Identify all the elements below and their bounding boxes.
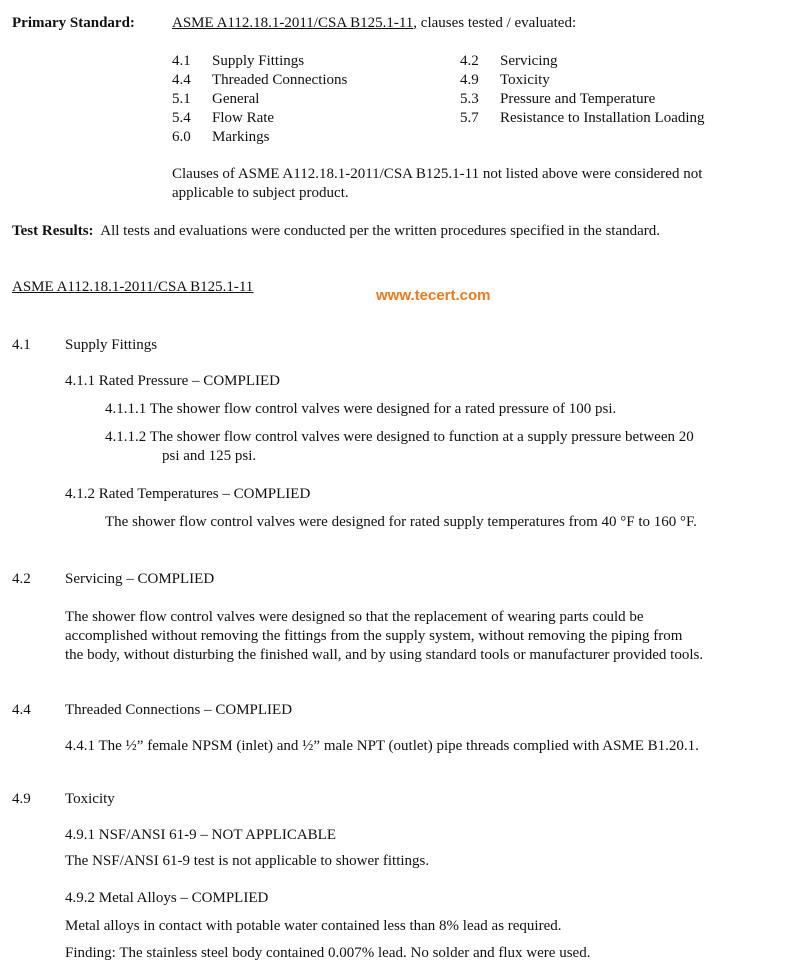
section-title: ASME A112.18.1-2011/CSA B125.1-11 xyxy=(12,279,254,295)
clause-num: 4.9 xyxy=(460,72,479,88)
section-heading: Supply Fittings xyxy=(65,337,158,353)
section-num: 4.2 xyxy=(12,571,31,587)
clause-title: Servicing xyxy=(500,53,558,69)
clause-title: Resistance to Installation Loading xyxy=(500,110,705,126)
clause-title: Markings xyxy=(212,129,270,145)
clause-num: 4.2 xyxy=(460,53,479,69)
section-num: 4.1 xyxy=(12,337,31,353)
paragraph: psi and 125 psi. xyxy=(162,448,257,464)
watermark: www.tecert.com xyxy=(376,287,491,304)
standard-name: ASME A112.18.1-2011/CSA B125.1-11 xyxy=(172,15,414,31)
clause-title: Pressure and Temperature xyxy=(500,91,656,107)
clause-num: 5.4 xyxy=(172,110,191,126)
paragraph: 4.1.1.2 The shower flow control valves were designed to function at a supply pressure between 20 xyxy=(105,429,694,445)
section-num: 4.9 xyxy=(12,791,31,807)
section-heading: Servicing – COMPLIED xyxy=(65,571,215,587)
section-heading: Toxicity xyxy=(65,791,115,807)
primary-standard-label: Primary Standard: xyxy=(12,15,135,31)
paragraph: The NSF/ANSI 61-9 test is not applicable to shower fittings. xyxy=(65,853,430,869)
test-results-text: All tests and evaluations were conducted per the written procedures specified in the standard. xyxy=(100,223,661,239)
subsection-heading: 4.9.2 Metal Alloys – COMPLIED xyxy=(65,890,269,906)
clause-num: 5.1 xyxy=(172,91,191,107)
paragraph: Metal alloys in contact with potable water contained less than 8% lead as required. xyxy=(65,918,562,934)
paragraph: Finding: The stainless steel body contained 0.007% lead. No solder and flux were used. xyxy=(65,945,591,961)
subsection-heading: 4.1.2 Rated Temperatures – COMPLIED xyxy=(65,486,311,502)
test-results-line xyxy=(12,222,660,241)
paragraph: The shower flow control valves were designed so that the replacement of wearing parts could be xyxy=(65,609,644,625)
standard-suffix: , clauses tested / evaluated: xyxy=(413,15,577,31)
paragraph: the body, without disturbing the finished wall, and by using standard tools or manufacturer provided tools. xyxy=(65,647,704,663)
clause-num: 5.7 xyxy=(460,110,479,126)
section-heading: Threaded Connections – COMPLIED xyxy=(65,702,293,718)
primary-standard-line xyxy=(172,14,576,33)
clause-num: 5.3 xyxy=(460,91,479,107)
section-num: 4.4 xyxy=(12,702,31,718)
clause-title: Supply Fittings xyxy=(212,53,305,69)
clause-title: General xyxy=(212,91,260,107)
paragraph: The shower flow control valves were designed for rated supply temperatures from 40 °F to 160 °F. xyxy=(105,514,697,530)
clause-title: Threaded Connections xyxy=(212,72,348,88)
test-results-label: Test Results: xyxy=(12,223,94,239)
not-listed-note: applicable to subject product. xyxy=(172,185,349,201)
clause-num: 4.1 xyxy=(172,53,191,69)
clause-title: Toxicity xyxy=(500,72,550,88)
paragraph: accomplished without removing the fittings from the supply system, without removing the piping from xyxy=(65,628,683,644)
subsection-heading: 4.1.1 Rated Pressure – COMPLIED xyxy=(65,373,280,389)
paragraph: 4.4.1 The ½” female NPSM (inlet) and ½” male NPT (outlet) pipe threads complied with ASME B1.20.1. xyxy=(65,738,699,754)
clause-title: Flow Rate xyxy=(212,110,275,126)
subsection-heading: 4.9.1 NSF/ANSI 61-9 – NOT APPLICABLE xyxy=(65,827,337,843)
clause-num: 4.4 xyxy=(172,72,191,88)
paragraph: 4.1.1.1 The shower flow control valves were designed for a rated pressure of 100 psi. xyxy=(105,401,617,417)
clause-num: 6.0 xyxy=(172,129,191,145)
not-listed-note: Clauses of ASME A112.18.1-2011/CSA B125.1-11 not listed above were considered not xyxy=(172,166,703,182)
